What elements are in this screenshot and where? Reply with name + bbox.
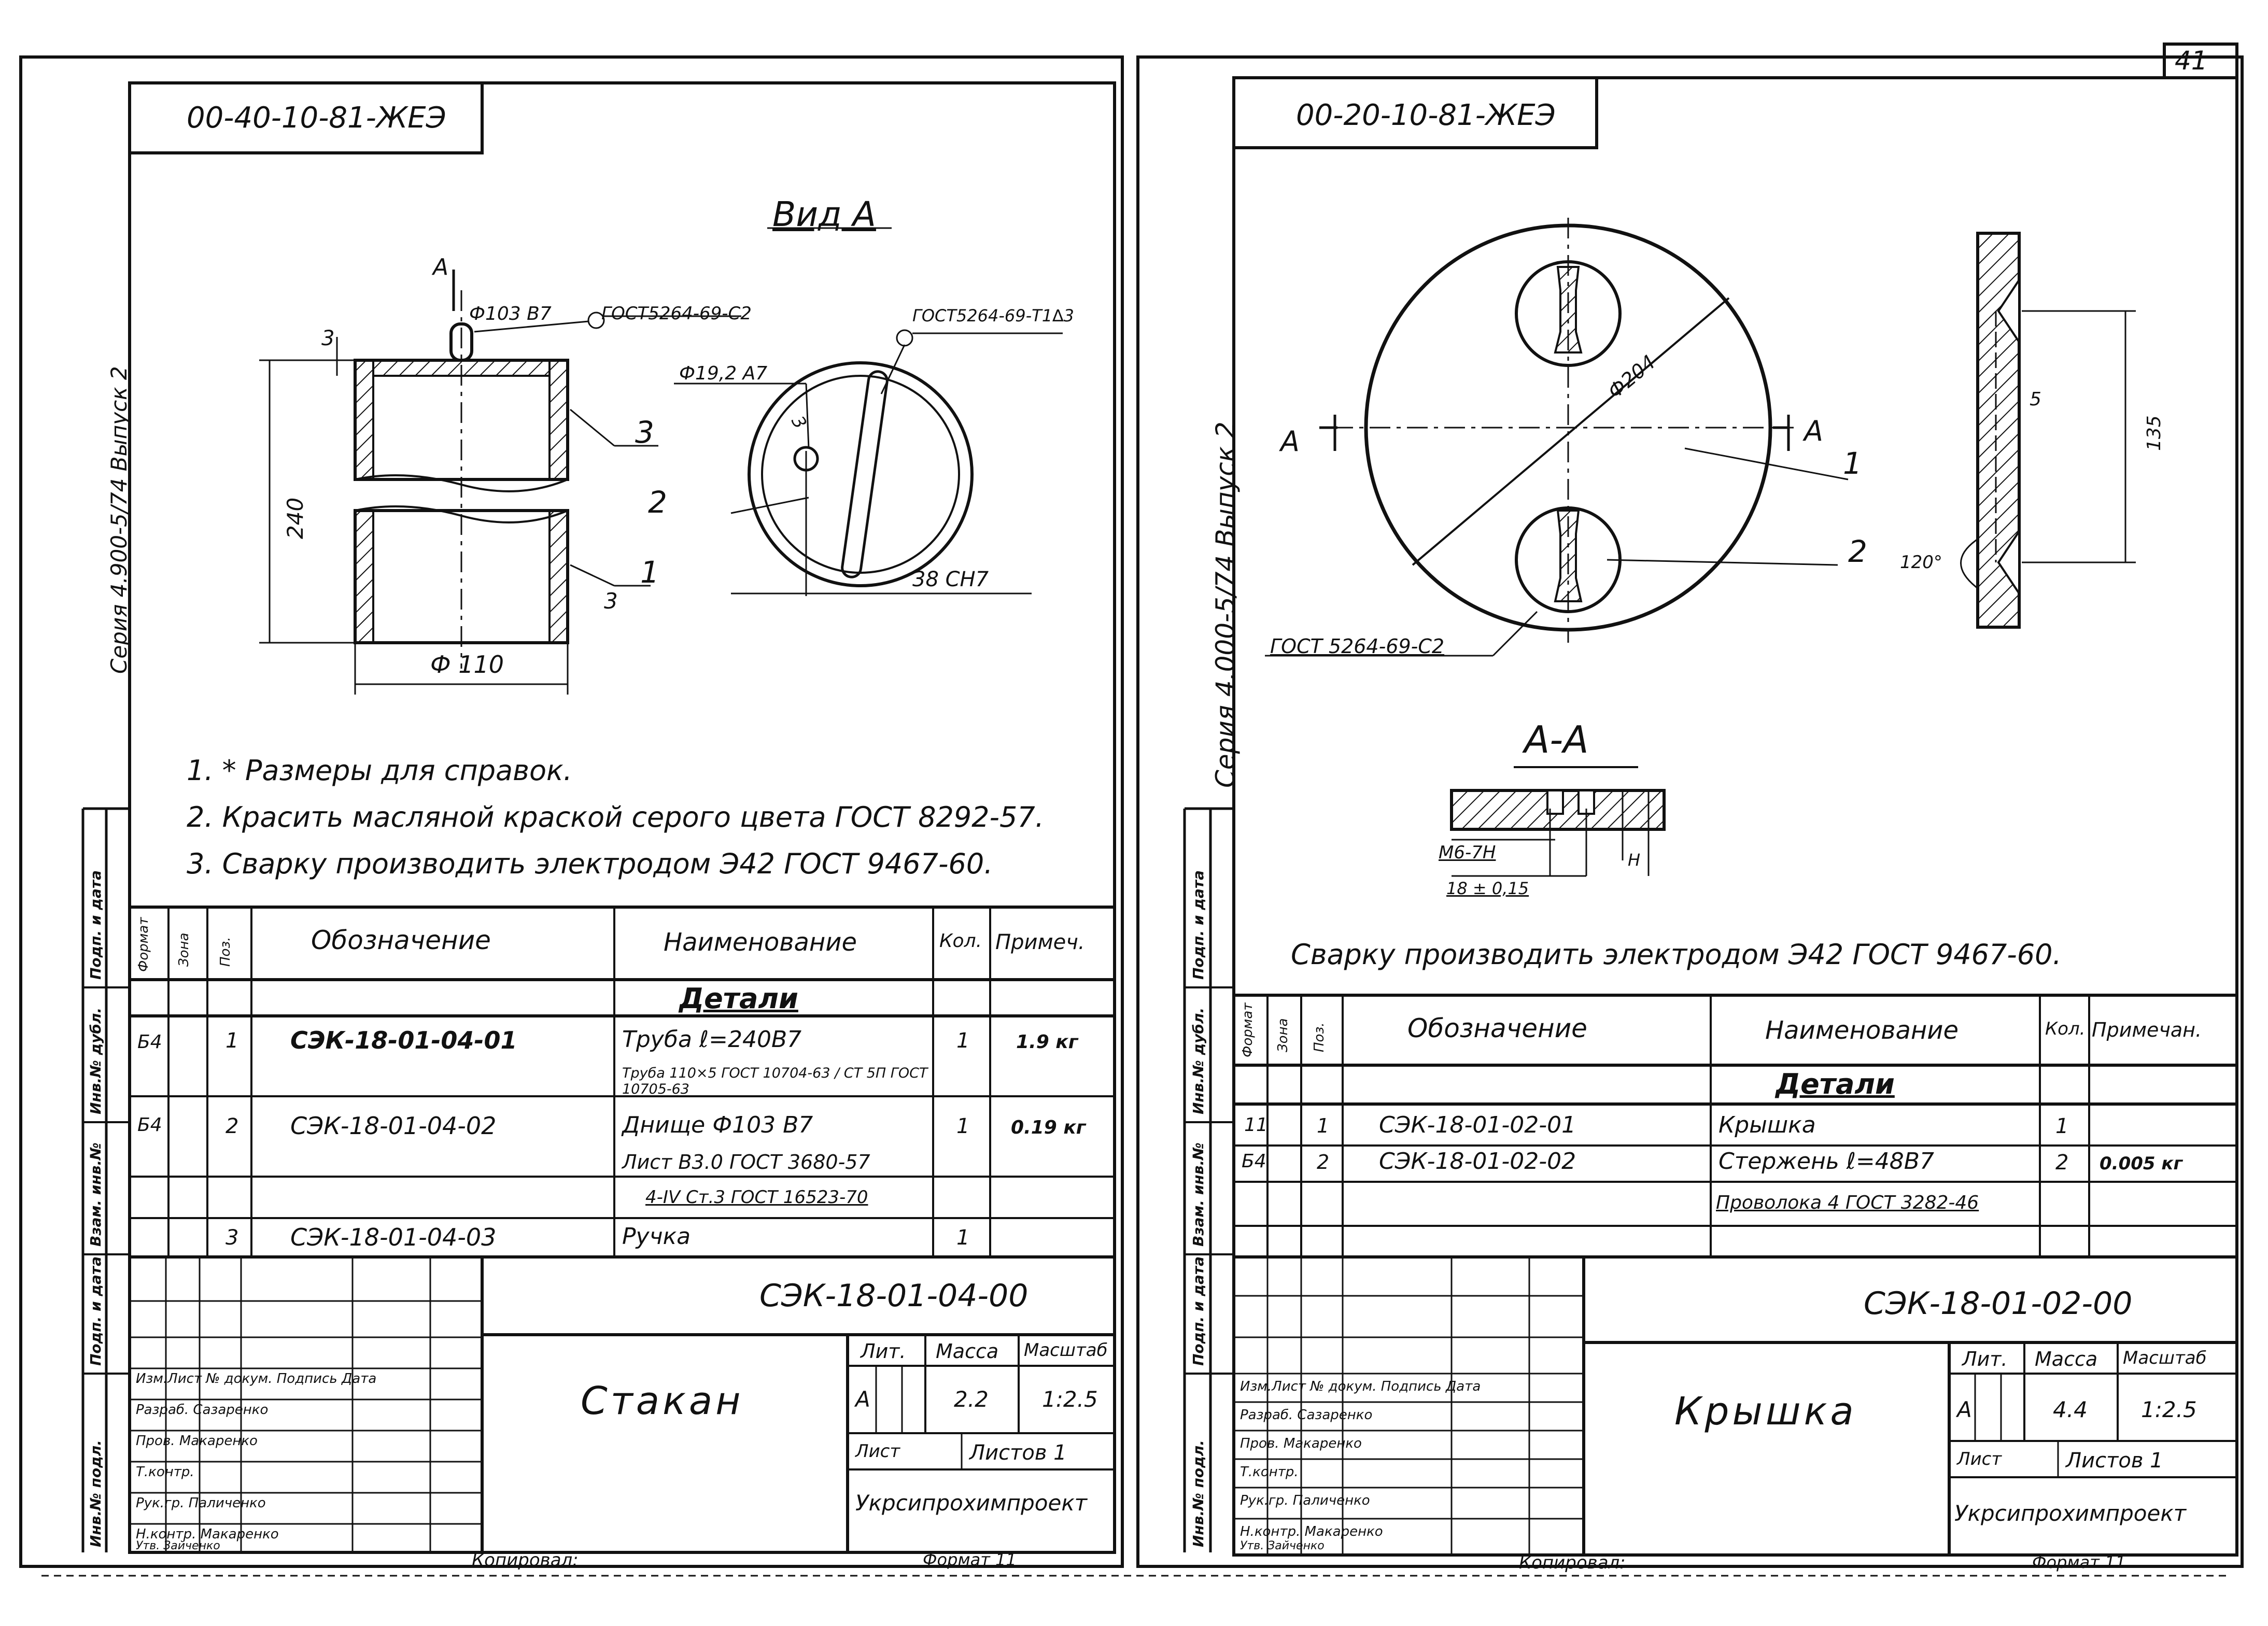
left-lit-label: Лит. (861, 1340, 906, 1363)
left-sheets-label: Листов 1 (969, 1441, 1067, 1465)
right-vlabel-4: Инв.№ подл. (1190, 1440, 1207, 1547)
right-hdr-designation: Обозначение (1407, 1013, 1587, 1043)
right-sign-row-4: Рук.гр. Паличенко (1240, 1493, 1370, 1508)
left-row1-designation: СЭК-18-01-04-01 (290, 1026, 517, 1054)
left-lit-value: А (855, 1387, 870, 1412)
right-vlabel-1: Инв.№ дубл. (1190, 1007, 1207, 1114)
left-series-note: Серия 4.900-5/74 Выпуск 2 (106, 366, 132, 674)
right-sign-row-3: Т.контр. (1240, 1464, 1299, 1480)
right-title-name: Крышка (1674, 1389, 1857, 1434)
left-sign-row-0: Изм.Лист № докум. Подпись Дата (136, 1371, 377, 1387)
left-scale-value: 1:2.5 (1042, 1387, 1098, 1412)
right-dim-d204: Ф204 (1603, 350, 1660, 403)
right-row2-note: 0.005 кг (2100, 1153, 2183, 1174)
left-sign-row-4: Рук.гр. Паличенко (136, 1495, 266, 1511)
left-hdr-zone: Зона (176, 932, 192, 967)
right-dim-h: Н (1628, 850, 1641, 870)
left-row3-name: Днище Ф103 В7 (622, 1112, 813, 1138)
dim-d19: Ф19,2 А7 (679, 363, 768, 384)
gost-weld-1: ГОСТ5264-69-С2 (601, 303, 752, 324)
right-series-note: Серия 4.000-5/74 Выпуск 2 (1210, 421, 1241, 788)
left-row2-name: Труба 110×5 ГОСТ 10704-63 / СТ 5П ГОСТ 10705-63 (622, 1065, 928, 1097)
right-hdr-note: Примечан. (2092, 1019, 2202, 1041)
left-footer-format: Формат 11 (923, 1550, 1017, 1570)
left-note-2: 2. Красить масляной краской серого цвета ГОСТ 8292-57. (187, 801, 1044, 833)
right-section-label: А-А (1524, 718, 1589, 761)
right-mass-label: Масса (2035, 1348, 2098, 1370)
right-sheet-label: Лист (1957, 1449, 2002, 1469)
left-note-3: 3. Сварку производить электродом Э42 ГОСТ 9467-60. (187, 847, 993, 880)
right-hdr-qty: Кол. (2045, 1019, 2086, 1039)
right-lit-value: А (1957, 1397, 1972, 1422)
dim-three-b: 3 (787, 412, 811, 433)
right-row2-pos: 2 (1317, 1151, 1330, 1173)
right-vlabel-0: Подп. и дата (1190, 870, 1207, 980)
dim-d103: Ф103 В7 (469, 303, 552, 324)
right-dim-5: 5 (2030, 389, 2041, 410)
right-row1-name: Крышка (1718, 1112, 1816, 1138)
right-outer-border (1138, 57, 2242, 1566)
right-inner-frame (1234, 78, 2237, 1555)
right-sign-row-2: Пров. Макаренко (1240, 1436, 1362, 1451)
dim-d38: 38 СН7 (912, 568, 989, 591)
left-row6-qty: 1 (956, 1226, 970, 1250)
left-row6-pos: 3 (226, 1226, 239, 1250)
right-scale-value: 1:2.5 (2141, 1397, 2197, 1422)
right-hdr-zone: Зона (1275, 1018, 1291, 1052)
right-lit-label: Лит. (1962, 1348, 2008, 1370)
right-section-details: Детали (1776, 1068, 1895, 1100)
right-leader-1: 1 (1843, 446, 1862, 481)
left-row3-designation: СЭК-18-01-04-02 (290, 1112, 497, 1140)
right-vlabel-3: Подп. и дата (1190, 1256, 1207, 1366)
right-row1-pos: 1 (1317, 1114, 1330, 1137)
right-row3-name: Проволока 4 ГОСТ 3282-46 (1716, 1192, 1979, 1213)
left-title-code: СЭК-18-01-04-00 (759, 1278, 1029, 1314)
left-row1-format: Б4 (137, 1031, 162, 1053)
right-leader-2: 2 (1848, 534, 1867, 569)
left-row5-name: 4-IV Ст.3 ГОСТ 16523-70 (645, 1187, 868, 1208)
left-row1-name: Труба ℓ=240В7 (622, 1026, 802, 1053)
right-gost-weld: ГОСТ 5264-69-С2 (1270, 635, 1445, 658)
right-row2-name: Стержень ℓ=48В7 (1718, 1148, 1934, 1175)
right-footer-copy: Копировал: (1519, 1552, 1626, 1573)
left-vlabel-1: Инв.№ дубл. (87, 1007, 104, 1114)
right-title-code: СЭК-18-01-02-00 (1864, 1285, 2133, 1322)
right-note: Сварку производить электродом Э42 ГОСТ 9467-60. (1291, 938, 2062, 971)
left-row3-qty: 1 (956, 1114, 970, 1138)
right-row1-designation: СЭК-18-01-02-01 (1379, 1112, 1576, 1138)
left-code-stamp: 00-40-10-81-ЖЕЭ (187, 101, 446, 135)
left-arrow-label: А (433, 254, 449, 280)
right-dim-m6: М6-7Н (1439, 842, 1496, 863)
right-sheets-label: Листов 1 (2066, 1449, 2163, 1473)
left-row3-note: 0.19 кг (1011, 1117, 1086, 1138)
left-sign-row-6: Утв. Зайченко (136, 1539, 220, 1552)
left-sign-row-1: Разраб. Сазаренко (136, 1402, 269, 1418)
left-hdr-designation: Обозначение (311, 925, 491, 955)
dim-three-a: 3 (321, 327, 335, 350)
dim-d110: Ф 110 (430, 651, 504, 678)
right-lid-drawing (1265, 218, 1848, 656)
left-hdr-format: Формат (136, 917, 151, 972)
left-vlabel-2: Взам. инв.№ (87, 1142, 104, 1247)
page-number: 41 (2175, 46, 2208, 76)
dim-h240: 240 (283, 497, 308, 539)
left-hdr-name: Наименование (664, 928, 857, 957)
right-hdr-format: Формат (1240, 1002, 1256, 1057)
left-footer-copy: Копировал: (472, 1550, 579, 1571)
right-a-right: А (1804, 415, 1823, 447)
left-row6-designation: СЭК-18-01-04-03 (290, 1223, 497, 1251)
left-view-a-drawing (674, 228, 1063, 596)
left-scale-label: Масштаб (1024, 1340, 1108, 1361)
right-row1-qty: 1 (2055, 1114, 2069, 1138)
left-row4-name: Лист В3.0 ГОСТ 3680-57 (622, 1151, 870, 1173)
left-mass-label: Масса (936, 1340, 999, 1363)
dim-three-c: 3 (604, 588, 618, 614)
right-side-section (1961, 233, 2136, 627)
gost-weld-2: ГОСТ5264-69-Т1∆3 (912, 306, 1074, 326)
left-row1-qty: 1 (956, 1029, 970, 1053)
left-sign-row-2: Пров. Макаренко (136, 1433, 258, 1449)
right-code-stamp: 00-20-10-81-ЖЕЭ (1296, 98, 1556, 132)
right-sign-row-0: Изм.Лист № докум. Подпись Дата (1240, 1379, 1481, 1394)
left-title-name: Стакан (581, 1379, 744, 1423)
left-view-label: Вид А (772, 194, 876, 234)
left-vlabel-0: Подп. и дата (87, 870, 104, 980)
left-section-details: Детали (679, 982, 798, 1015)
left-row6-name: Ручка (622, 1223, 691, 1250)
left-hdr-pos: Поз. (218, 937, 233, 967)
right-angle: 120° (1900, 552, 1942, 573)
right-mass-value: 4.4 (2053, 1397, 2088, 1422)
right-sign-row-6: Утв. Зайченко (1240, 1539, 1325, 1552)
left-org: Укрсипрохимпроект (855, 1490, 1088, 1516)
right-row2-designation: СЭК-18-01-02-02 (1379, 1148, 1576, 1175)
left-vlabel-3: Подп. и дата (87, 1256, 104, 1366)
left-row3-format: Б4 (137, 1114, 162, 1136)
left-row1-note: 1.9 кг (1016, 1031, 1078, 1053)
right-org: Укрсипрохимпроект (1954, 1501, 2187, 1526)
right-dim-135: 135 (2144, 415, 2165, 451)
right-hdr-pos: Поз. (1312, 1022, 1327, 1052)
right-a-left: А (1280, 425, 1300, 458)
right-vlabel-2: Взам. инв.№ (1190, 1142, 1207, 1247)
right-sign-row-5: Н.контр. Макаренко (1240, 1524, 1383, 1539)
right-dim-d18: 18 ± 0,15 (1446, 879, 1529, 898)
right-scale-label: Масштаб (2123, 1348, 2207, 1368)
right-row1-format: 11 (1244, 1114, 1268, 1136)
right-row2-qty: 2 (2055, 1151, 2069, 1175)
leader-1: 1 (640, 555, 659, 590)
leader-3: 3 (635, 415, 654, 450)
left-sign-row-3: Т.контр. (136, 1464, 194, 1480)
left-row3-pos: 2 (226, 1114, 239, 1138)
left-sign-row-5: Н.контр. Макаренко (136, 1526, 279, 1542)
right-row2-format: Б4 (1242, 1151, 1266, 1172)
leader-2: 2 (648, 485, 667, 520)
right-footer-format: Формат 11 (2032, 1552, 2126, 1572)
left-row1-pos: 1 (226, 1029, 239, 1053)
right-hdr-name: Наименование (1765, 1016, 1959, 1045)
left-sheet-label: Лист (855, 1441, 900, 1462)
right-sign-row-1: Разраб. Сазаренко (1240, 1407, 1373, 1423)
left-mass-value: 2.2 (954, 1387, 989, 1412)
left-hdr-qty: Кол. (939, 930, 982, 952)
left-vlabel-4: Инв.№ подл. (87, 1440, 104, 1547)
left-hdr-note: Примеч. (995, 930, 1085, 954)
left-note-1: 1. * Размеры для справок. (187, 754, 572, 787)
